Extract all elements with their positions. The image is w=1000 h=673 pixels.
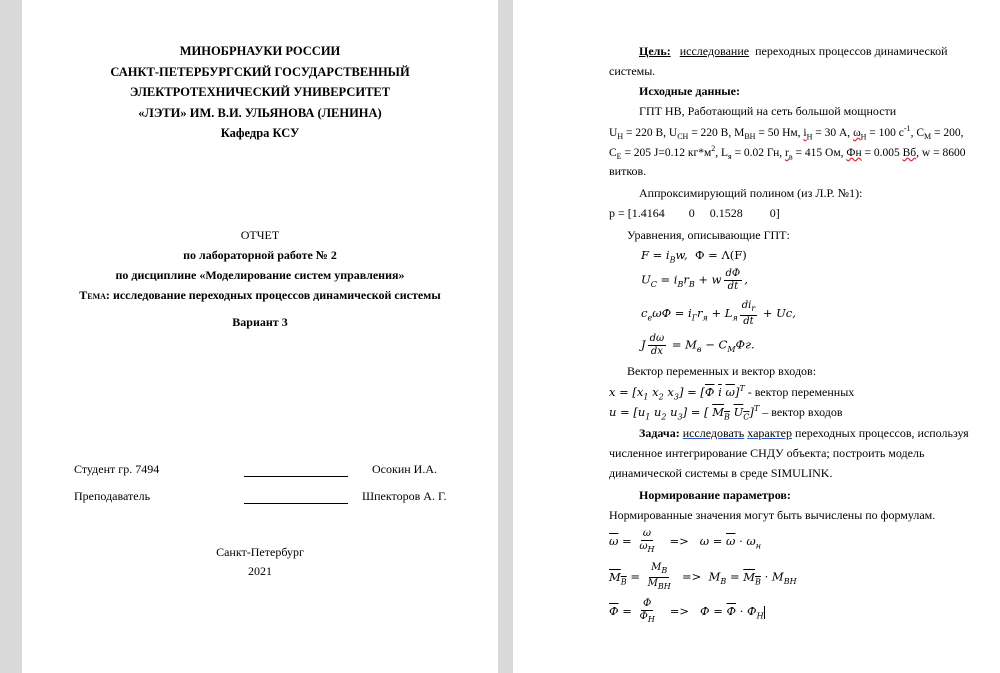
motor-description: ГПТ НВ, Работающий на сеть большой мощности (639, 104, 897, 118)
student-label: Студент гр. 7494 (74, 462, 160, 476)
city: Санкт-Петербург (216, 545, 304, 559)
student-name: Осокин И.А. (372, 462, 437, 476)
vectors-label: Вектор переменных и вектор входов: (627, 364, 817, 378)
polynomial: p = [1.4164 0 0.1528 0] (609, 206, 780, 220)
topic-label: Тема: (79, 288, 110, 302)
goal-rest: переходных процессов динамической (755, 44, 948, 58)
teacher-signature-line (244, 489, 348, 504)
params-line-3: витков. (609, 164, 647, 178)
year: 2021 (248, 564, 272, 578)
student-signature-line (244, 462, 348, 477)
task-line-2: численное интегрирование СНДУ объекта; построить модель (609, 446, 925, 460)
input-vector: $u = [u_1$ $u_2$ $u_3$] = [ $M_B$ $U_C]^T$ – вектор входов (609, 404, 843, 422)
text-cursor (764, 606, 765, 619)
university-line-3: «ЛЭТИ» ИМ. В.И. УЛЬЯНОВА (ЛЕНИНА) (138, 106, 382, 120)
norm-omega: $\overline{\omega}$ = $\frac{\omega}{\omega_Н}$ => $\omega = \overline{\omega} \cdot \omega_н$ (609, 528, 762, 554)
norm-heading: Нормирование параметров: (639, 488, 791, 502)
norm-text: Нормированные значения могут быть вычислены по формулам. (609, 508, 936, 522)
goal-line-2: системы. (609, 64, 656, 78)
params-line-2: $C_E = 205$ J=0.12 $кг*м^2$, $L_я = 0.02$ Гн, $r_в = 415$ Ом, Фн = 0.005 Вб, w = 8600 (609, 144, 966, 162)
equation-voltage: $U_С = i_Br_B + w$ $\frac{dФ}{dt}$ , (641, 268, 748, 292)
variant-title: Вариант 3 (232, 315, 288, 329)
university-line-2: ЭЛЕКТРОТЕХНИЧЕСКИЙ УНИВЕРСИТЕТ (129, 85, 391, 99)
topic-title (22, 288, 498, 303)
norm-flux: Ф = $\frac{Ф}{Ф_Н}$ => $Ф = Ф \cdot Ф_Н$ (609, 598, 764, 624)
report-title: ОТЧЕТ (240, 228, 280, 242)
discipline-title: по дисциплине «Моделирование систем управления» (115, 268, 405, 282)
goal-line-1 (639, 44, 974, 59)
task-line-1: Задача: исследовать характер переходных процессов, используя (639, 426, 969, 440)
goal-word: исследование (679, 44, 750, 58)
teacher-label: Преподаватель (74, 489, 151, 503)
lab-work-title: по лабораторной работе № 2 (183, 248, 337, 262)
goal-label: Цель: (639, 44, 671, 58)
state-vector: $x = [x_1$ $x_2$ $x_3] = [Ф$ $\overline{i}$ $\overline{\omega}]^T$ - вектор переменных (609, 384, 855, 402)
equation-armature: $c_e\omega Ф = i_Гr_я + L_я$ $\frac{di_r}{dt}$ + Uc, (641, 300, 796, 327)
content-page (513, 0, 1000, 673)
params-line-1: $U_Н = 220$ В, $U_{СН} = 220$ В, $M_{ВН} = 50$ Нм, $i_Н = 30$ A, $\omega_Н = 100$ $с^{-1}$, $C_M = 200$, (609, 124, 964, 142)
norm-moment: $M_B$ = $\frac{M_B}{M_{BН}}$ => $M_B = M_B \cdot M_{BН}$ (609, 562, 797, 591)
teacher-name: Шпекторов А. Г. (362, 489, 447, 503)
approx-label: Аппроксимирующий полином (из Л.Р. №1): (639, 186, 863, 200)
source-heading: Исходные данные: (639, 84, 740, 98)
university-line-1: САНКТ-ПЕТЕРБУРГСКИЙ ГОСУДАРСТВЕННЫЙ (110, 65, 410, 79)
department-heading: Кафедра КСУ (220, 126, 300, 140)
task-line-3: динамической системы в среде SIMULINK. (609, 466, 833, 480)
topic-text: исследование переходных процессов динамической системы (112, 288, 441, 302)
equation-motion: J $\frac{d\omega}{dx}$ = $M_в - C_MФг$. (641, 333, 755, 357)
title-page (22, 0, 498, 673)
equation-flux: $F = i_Bw$, Ф = Λ(F) (641, 248, 747, 265)
equations-label: Уравнения, описывающие ГПТ: (627, 228, 790, 242)
ministry-heading: МИНОБРНАУКИ РОССИИ (179, 44, 341, 58)
